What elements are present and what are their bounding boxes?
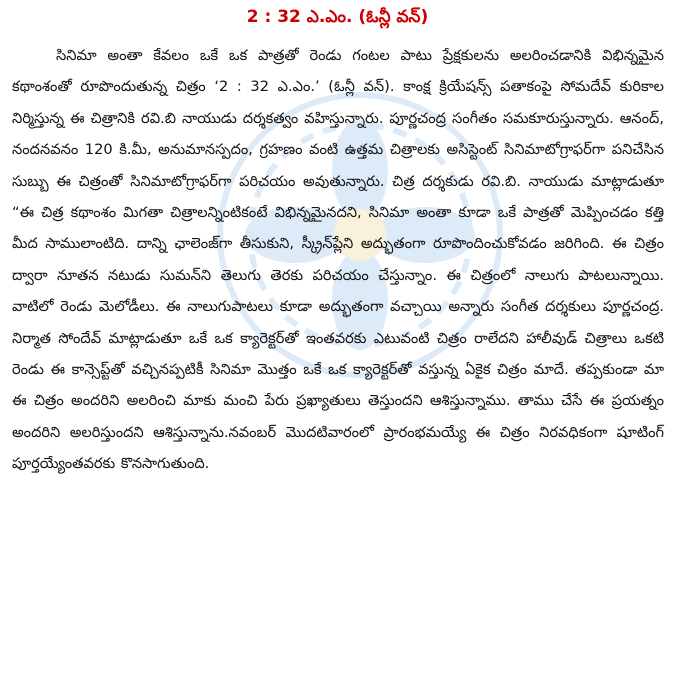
page-title: 2 : 32 ఎ.ఎం. (ఓన్లీ వన్) bbox=[246, 7, 429, 27]
article-body: సినిమా అంతా కేవలం ఒకే ఒక పాత్రతో రెండు గంటల పాటు ప్రేక్షకులను అలరించడానికి విభిన్నమైన కథాంశంతో రూపొందుతున్న చిత్రం ‘2 : 32 ఎ.ఎం.’ (ఓన్లీ వన్). కాంక్ష క్రియేషన్స్ పతాకంపై సోమదేవ్ కురికాల నిర్మిస్తున్న ఈ చిత్రానికి రవి.బి నాయుడు దర్శకత్వం వహిస్తున్నారు. పూర్ణచంద్ర సంగీతం సమకూరుస్తున్నారు. ఆనంద్, నందనవనం 120 కి.మీ, అనుమానస్పదం, గ్రహణం వంటి ఉత్తమ చిత్రాలకు అసిస్టెంట్ సినిమాటోగ్రాఫర్‌గా పనిచేసిన సుబ్బు ఈ చిత్రంతో సినిమాటోగ్రాఫర్‌గా పరిచయం అవుతున్నారు. చిత్ర దర్శకుడు రవి.బి. నాయుడు మాట్లాడుతూ “ఈ చిత్ర కథాంశం మిగతా చిత్రాలన్నింటికంటే విభిన్నమైనదని, సినిమా అంతా కూడా ఒకే పాత్రతో మెప్పించడం కత్తి మీద సాములాంటిది. దాన్ని ఛాలెంజ్‌గా తీసుకుని, స్క్రీన్‌ప్లేని అద్భుతంగా రూపొందించుకోవడం జరిగింది. ఈ చిత్రం ద్వారా నూతన నటుడు సుమన్‌ని తెలుగు తెరకు పరిచయం చేస్తున్నాం. ఈ చిత్రంలో నాలుగు పాటలున్నాయి. వాటిలో రెండు మెలోడీలు. ఈ నాలుగుపాటలు కూడా అద్భుతంగా వచ్చాయి అన్నారు సంగీత దర్శకులు పూర్ణచంద్ర. నిర్మాత సోందేవ్ మాట్లాడుతూ ఒకే ఒక క్యారెక్టర్‌తో ఇంతవరకు ఎటువంటి చిత్రం రాలేదని హాలీవుడ్ చిత్రాలు ఒకటి రెండు ఈ కాన్సెప్ట్‌తో వచ్చినప్పటికీ సినిమా మొత్తం ఒకే ఒక క్యారెక్టర్‌తో వస్తున్న ఏకైక చిత్రం మాదే. తప్పకుండా మా ఈ చిత్రం అందరిని అలరించి మాకు మంచి పేరు ప్రఖ్యాతులు తెస్తుందని ఆశిస్తున్నాము. తాము చేసే ఈ ప్రయత్నం అందరిని అలరిస్తుందని ఆశిస్తున్నాను.నవంబర్ మొదటివారంలో ప్రారంభమయ్యే ఈ చిత్రం నిరవధికంగా షూటింగ్ పూర్తయ్యేంతవరకు కొనసాగుతుంది. bbox=[12, 47, 664, 473]
